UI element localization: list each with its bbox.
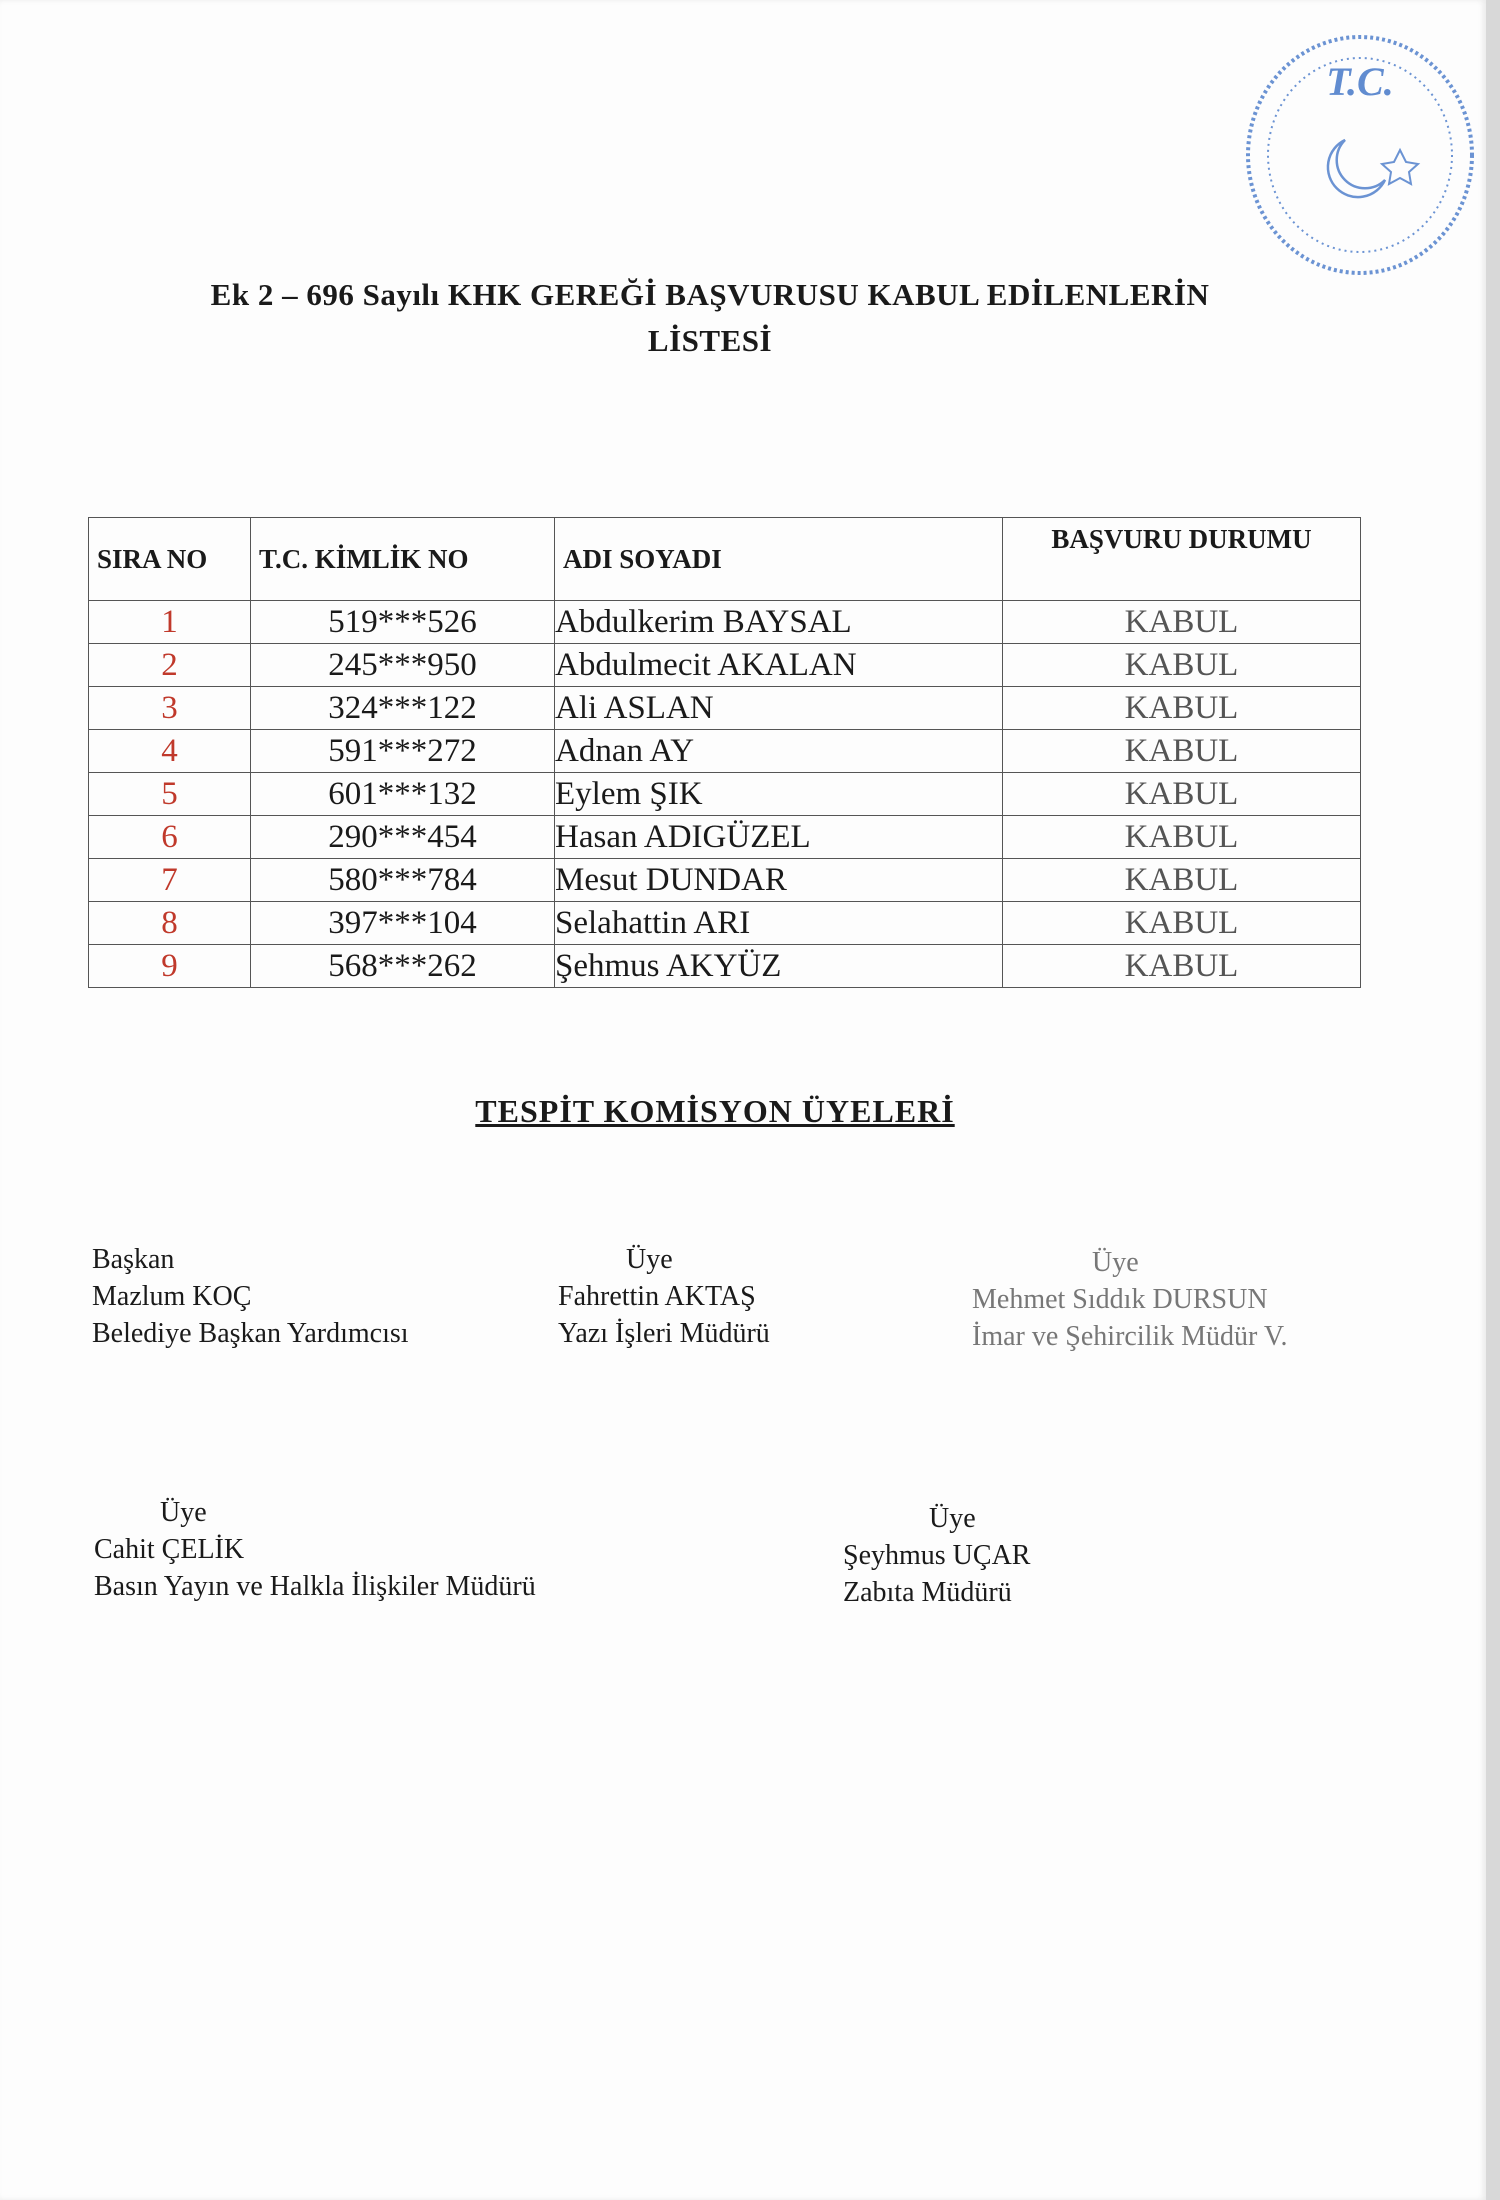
member-role: Üye bbox=[626, 1244, 673, 1275]
member-position: İmar ve Şehircilik Müdür V. bbox=[972, 1321, 1288, 1352]
table-header-row bbox=[89, 518, 1361, 601]
row-number: 9 bbox=[89, 945, 251, 988]
table-row bbox=[89, 730, 1361, 773]
official-seal-stamp bbox=[1230, 20, 1490, 290]
table-row bbox=[89, 945, 1361, 988]
member-name: Mehmet Sıddık DURSUN bbox=[972, 1284, 1268, 1315]
row-status: KABUL bbox=[1003, 687, 1361, 730]
row-name: Ali ASLAN bbox=[555, 687, 1003, 730]
committee-member-uye-celik bbox=[94, 1494, 536, 1605]
row-tc-number: 324***122 bbox=[251, 687, 555, 730]
row-tc-number: 245***950 bbox=[251, 644, 555, 687]
row-status: KABUL bbox=[1003, 644, 1361, 687]
row-tc-number: 591***272 bbox=[251, 730, 555, 773]
row-status: KABUL bbox=[1003, 859, 1361, 902]
row-tc-number: 397***104 bbox=[251, 902, 555, 945]
table-row bbox=[89, 601, 1361, 644]
header-sira-no: SIRA NO bbox=[89, 518, 251, 601]
row-tc-number: 568***262 bbox=[251, 945, 555, 988]
row-tc-number: 290***454 bbox=[251, 816, 555, 859]
committee-member-uye-dursun bbox=[972, 1244, 1287, 1355]
row-status: KABUL bbox=[1003, 773, 1361, 816]
row-name: Abdulkerim BAYSAL bbox=[555, 601, 1003, 644]
member-role: Başkan bbox=[92, 1244, 175, 1275]
committee-member-uye-aktas bbox=[558, 1241, 770, 1352]
table-row bbox=[89, 816, 1361, 859]
row-status: KABUL bbox=[1003, 601, 1361, 644]
row-number: 6 bbox=[89, 816, 251, 859]
row-name: Mesut DUNDAR bbox=[555, 859, 1003, 902]
row-status: KABUL bbox=[1003, 902, 1361, 945]
member-position: Basın Yayın ve Halkla İlişkiler Müdürü bbox=[94, 1571, 536, 1602]
table-row bbox=[89, 687, 1361, 730]
row-name: Eylem ŞIK bbox=[555, 773, 1003, 816]
header-adi-soyadi: ADI SOYADI bbox=[555, 518, 1003, 601]
row-status: KABUL bbox=[1003, 730, 1361, 773]
row-number: 7 bbox=[89, 859, 251, 902]
committee-member-uye-ucar bbox=[843, 1500, 1030, 1611]
row-number: 8 bbox=[89, 902, 251, 945]
row-status: KABUL bbox=[1003, 816, 1361, 859]
row-name: Selahattin ARI bbox=[555, 902, 1003, 945]
table-row bbox=[89, 773, 1361, 816]
committee-title: TESPİT KOMİSYON ÜYELERİ bbox=[475, 1093, 955, 1129]
row-name: Abdulmecit AKALAN bbox=[555, 644, 1003, 687]
row-number: 5 bbox=[89, 773, 251, 816]
title-line-1: Ek 2 – 696 Sayılı KHK GEREĞİ BAŞVURUSU KABUL EDİLENLERİN bbox=[210, 277, 1210, 312]
accepted-applications-table bbox=[88, 517, 1361, 988]
row-tc-number: 601***132 bbox=[251, 773, 555, 816]
member-position: Yazı İşleri Müdürü bbox=[558, 1318, 770, 1349]
member-role: Üye bbox=[1092, 1247, 1139, 1278]
table-row bbox=[89, 644, 1361, 687]
member-position: Zabıta Müdürü bbox=[843, 1577, 1012, 1608]
member-name: Fahrettin AKTAŞ bbox=[558, 1281, 756, 1312]
member-name: Mazlum KOÇ bbox=[92, 1281, 252, 1312]
member-name: Cahit ÇELİK bbox=[94, 1534, 245, 1565]
row-name: Hasan ADIGÜZEL bbox=[555, 816, 1003, 859]
row-status: KABUL bbox=[1003, 945, 1361, 988]
row-tc-number: 519***526 bbox=[251, 601, 555, 644]
member-role: Üye bbox=[929, 1503, 976, 1534]
row-name: Adnan AY bbox=[555, 730, 1003, 773]
table-row bbox=[89, 902, 1361, 945]
member-role: Üye bbox=[160, 1497, 207, 1528]
table-row bbox=[89, 859, 1361, 902]
header-basvuru-durumu: BAŞVURU DURUMU bbox=[1003, 518, 1361, 601]
row-number: 2 bbox=[89, 644, 251, 687]
committee-member-baskan bbox=[92, 1241, 409, 1352]
member-position: Belediye Başkan Yardımcısı bbox=[92, 1318, 409, 1349]
row-number: 3 bbox=[89, 687, 251, 730]
row-number: 4 bbox=[89, 730, 251, 773]
title-line-2: LİSTESİ bbox=[647, 323, 773, 358]
member-name: Şeyhmus UÇAR bbox=[843, 1540, 1031, 1571]
row-number: 1 bbox=[89, 601, 251, 644]
row-name: Şehmus AKYÜZ bbox=[555, 945, 1003, 988]
document-title bbox=[140, 272, 1280, 364]
stamp-text: T.C. bbox=[1326, 59, 1394, 104]
row-tc-number: 580***784 bbox=[251, 859, 555, 902]
header-tc-kimlik-no: T.C. KİMLİK NO bbox=[251, 518, 555, 601]
